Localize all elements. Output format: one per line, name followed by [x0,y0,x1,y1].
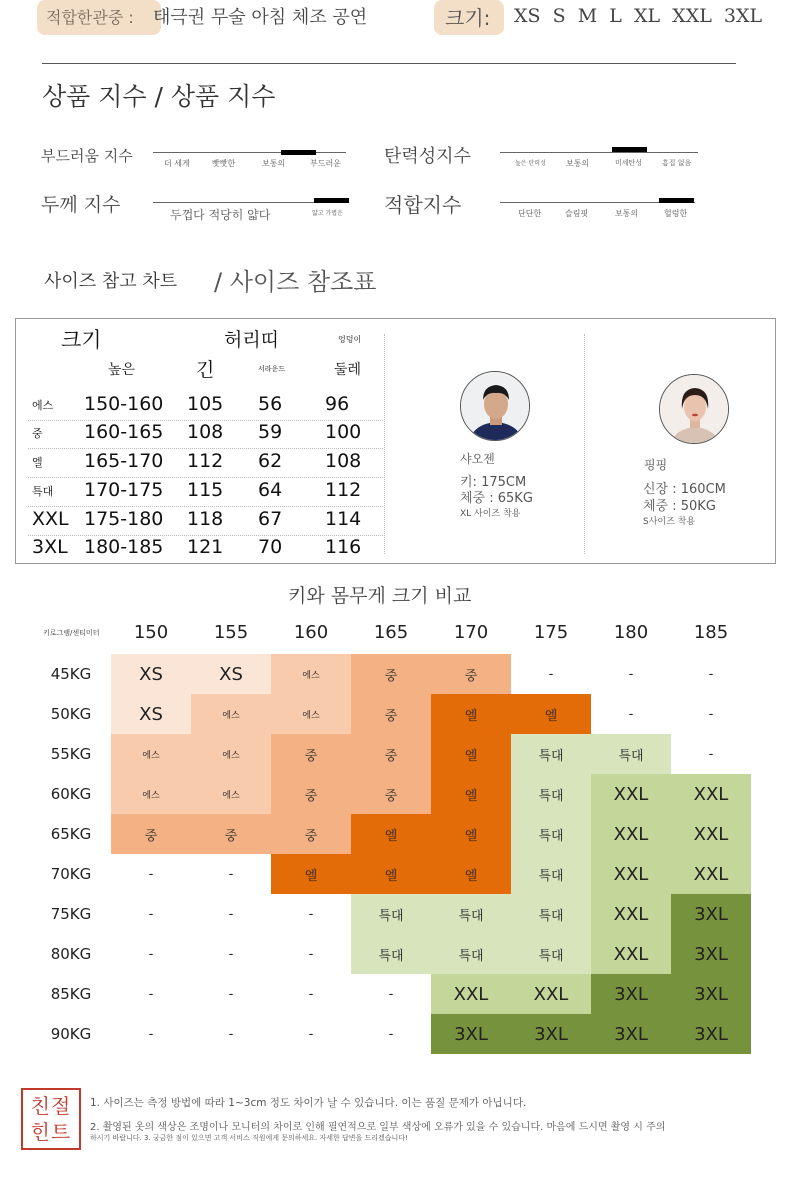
fit-label: 적합지수 [384,193,462,217]
softness-marker [281,150,316,155]
size-grid-cell: 엘 [431,734,511,774]
size-grid-cell: 에스 [111,774,191,814]
size-grid-cell: 엘 [511,694,591,734]
thickness-marker [314,198,349,203]
size-row-cell: 96 [325,393,350,415]
weight-row-header: 90KG [50,1025,92,1043]
size-grid-cell: - [228,866,234,882]
model-male-height: 키: 175CM [460,475,527,490]
size-header-belt: 허리띠 [224,329,280,351]
size-grid-cell: 엘 [351,814,431,854]
size-row-label: 엘 [32,456,43,469]
fit-marker [659,198,694,203]
size-header-height: 높은 [108,362,136,378]
size-row-label: 에스 [32,399,54,412]
softness-tick-4: 부드러운 [310,159,341,168]
size-grid-cell: - [388,986,394,1002]
weight-row-header: 45KG [50,665,92,683]
size-grid-cell: 특대 [591,734,671,774]
size-row-label: 특대 [32,485,54,498]
size-header-size: 크기 [61,328,102,352]
size-grid-cell: 에스 [191,694,271,734]
fit-tick-2: 슬림핏 [565,209,589,218]
size-row-cell: 116 [325,536,362,558]
size-grid-cell: 3XL [671,1014,751,1054]
size-header-length: 긴 [196,359,215,381]
size-chart-title-alt: / 사이즈 참조표 [214,268,377,296]
size-grid-cell: 중 [351,654,431,694]
size-chart-box [15,318,776,564]
size-grid-cell: 특대 [351,894,431,934]
size-grid-cell: XXL [431,974,511,1014]
fit-tick-4: 헐렁한 [664,209,688,218]
size-grid-cell: 특대 [511,774,591,814]
size-row-cell: 105 [187,393,224,415]
size-grid-cell: 특대 [511,934,591,974]
model-male-weight: 체중 : 65KG [460,491,533,506]
size-row-cell: 114 [325,508,362,530]
size-row-cell: 108 [325,450,362,472]
size-grid-cell: 3XL [671,894,751,934]
size-grid-cell: 특대 [351,934,431,974]
weight-row-header: 75KG [50,905,92,923]
note-line-3: 하시기 바랍니다. 3. 궁금한 점이 있으면 고객 서비스 직원에게 문의하세요. 자세한 답변을 드리겠습니다! [90,1134,408,1142]
size-grid-cell: 특대 [431,894,511,934]
size-row-cell: 150-160 [84,393,164,415]
weight-row-header: 80KG [50,945,92,963]
size-grid-cell: 3XL [591,974,671,1014]
height-col-header: 160 [293,622,329,643]
size-grid-cell: 3XL [591,1014,671,1054]
size-grid-cell: 에스 [271,654,351,694]
size-grid-cell: 에스 [191,774,271,814]
size-grid-cell: XXL [591,854,671,894]
size-grid-cell: 중 [271,774,351,814]
size-label: 크기: [445,6,491,30]
softness-tick-1: 더 세게 [164,159,190,168]
elasticity-label: 탄력성지수 [384,146,471,167]
size-grid-cell: 에스 [271,694,351,734]
size-grid-cell: XXL [591,814,671,854]
size-row-divider [28,448,383,449]
size-row-divider [28,506,383,507]
size-grid-cell: - [708,706,714,722]
height-col-header: 170 [453,622,489,643]
size-grid-cell: 3XL [431,1014,511,1054]
height-col-header: 150 [133,622,169,643]
size-grid-cell: - [148,986,154,1002]
size-chart-title: 사이즈 참고 차트 [44,271,178,292]
size-grid-cell: XXL [511,974,591,1014]
softness-tick-3: 보통의 [262,159,286,168]
thickness-label: 두께 지수 [41,194,121,216]
size-grid-cell: 특대 [511,814,591,854]
size-grid-cell: 엘 [431,854,511,894]
size-grid-cell: 엘 [351,854,431,894]
height-col-header: 155 [213,622,249,643]
weight-row-header: 60KG [50,785,92,803]
size-row-cell: 59 [258,421,283,443]
note-line-1: 1. 사이즈는 측정 방법에 따라 1~3cm 정도 차이가 날 수 있습니다. 이는 품질 문제가 아닙니다. [90,1097,527,1109]
size-grid-cell: 중 [191,814,271,854]
size-grid-cell: - [228,1026,234,1042]
size-grid-cell: XXL [591,934,671,974]
elasticity-marker [612,147,647,152]
size-grid-cell: 중 [271,814,351,854]
size-row-cell: 121 [187,536,224,558]
size-grid-cell: - [708,746,714,762]
height-col-header: 185 [693,622,729,643]
softness-tick-2: 빳빳한 [212,159,236,168]
elasticity-tick-1: 높은 탄력성 [515,160,546,167]
size-grid-cell: - [308,906,314,922]
weight-row-header: 70KG [50,865,92,883]
occasion-value: 태극권 무술 아침 체조 공연 [153,7,368,28]
size-grid-cell: 엘 [431,694,511,734]
size-grid-cell: - [228,986,234,1002]
size-row-cell: 165-170 [84,450,164,472]
size-grid-cell: - [308,946,314,962]
product-index-title: 상품 지수 / 상품 지수 [42,82,276,111]
size-grid-cell: - [548,666,554,682]
size-row-cell: 160-165 [84,421,164,443]
size-grid-cell: - [228,946,234,962]
elasticity-tick-2: 보통의 [566,159,590,168]
height-col-header: 165 [373,622,409,643]
size-row-label: 중 [32,427,43,440]
height-col-header: 180 [613,622,649,643]
model-female-height: 신장 : 160CM [643,482,726,497]
size-grid-cell: 중 [271,734,351,774]
compare-title: 키와 몸무게 크기 비교 [288,585,472,607]
size-row-cell: 108 [187,421,224,443]
thickness-tick-1: 두껍다 적당히 얇다 [170,208,271,222]
model-female-note: S사이즈 착용 [643,517,696,527]
thickness-tick-2: 얇고 가볍운 [312,210,343,217]
model-female-name: 핑핑 [644,458,668,472]
size-values: XS S M L XL XXL 3XL [514,5,763,27]
size-row-cell: 64 [258,479,283,501]
size-row-cell: 170-175 [84,479,164,501]
size-grid-cell: - [628,706,634,722]
size-grid-cell: 특대 [511,854,591,894]
size-grid-cell: - [388,1026,394,1042]
size-row-cell: 180-185 [84,536,164,558]
elasticity-track [500,152,698,153]
note-line-2: 2. 촬영된 옷의 색상은 조명이나 모니터의 차이로 인해 필연적으로 일부 색상에 오류가 있을 수 있습니다. 마음에 드시면 촬영 시 주의 [90,1122,666,1133]
size-row-cell: 112 [187,450,224,472]
size-grid-cell: 중 [431,654,511,694]
size-grid-cell: 엘 [431,814,511,854]
size-grid-cell: - [148,1026,154,1042]
compare-corner: 키로그램/센티미터 [43,629,100,637]
size-row-cell: 70 [258,536,283,558]
header-divider [42,63,736,64]
size-header-surround: 서라운드 [258,365,286,373]
size-grid-cell: 특대 [511,734,591,774]
size-grid-cell: 중 [351,694,431,734]
weight-row-header: 55KG [50,745,92,763]
size-row-divider [28,477,383,478]
weight-row-header: 65KG [50,825,92,843]
elasticity-tick-3: 미세탄성 [615,159,643,167]
size-chart-vdivider [384,334,385,554]
occasion-label: 적합한관중 : [46,8,134,27]
size-header-circumference: 둘레 [334,362,362,378]
model-vdivider [584,334,585,554]
model-male-avatar [460,371,530,441]
softness-label: 부드러움 지수 [41,147,133,165]
size-header-hip: 엉덩이 [338,335,362,344]
size-grid-cell: 특대 [511,894,591,934]
size-grid-cell: 특대 [431,934,511,974]
size-grid-cell: - [708,666,714,682]
size-row-cell: 56 [258,393,283,415]
model-male-note: XL 사이즈 착용 [460,509,521,519]
height-col-header: 175 [533,622,569,643]
size-grid-cell: 3XL [671,974,751,1014]
size-row-cell: 118 [187,508,224,530]
weight-row-header: 50KG [50,705,92,723]
size-grid-cell: 중 [351,774,431,814]
size-grid-cell: XXL [671,814,751,854]
size-grid-cell: 엘 [271,854,351,894]
size-grid-cell: 중 [351,734,431,774]
size-grid-cell: 3XL [671,934,751,974]
size-row-cell: 112 [325,479,362,501]
size-row-cell: 67 [258,508,283,530]
size-grid-cell: - [228,906,234,922]
size-grid-cell: XS [111,694,191,734]
size-grid-cell: XXL [671,774,751,814]
size-row-cell: 175-180 [84,508,164,530]
size-grid-cell: - [308,986,314,1002]
size-grid-cell: XXL [591,774,671,814]
fit-tick-1: 단단한 [518,209,542,218]
size-grid-cell: - [148,866,154,882]
model-female-weight: 체중 : 50KG [643,499,716,514]
model-male-name: 샤오젠 [460,452,495,466]
softness-track [153,152,346,153]
size-grid-cell: 에스 [191,734,271,774]
size-row-label: XXL [32,508,69,530]
size-grid-cell: - [148,906,154,922]
size-row-cell: 62 [258,450,283,472]
size-grid-cell: 에스 [111,734,191,774]
size-grid-cell: XXL [671,854,751,894]
size-grid-cell: 3XL [511,1014,591,1054]
weight-row-header: 85KG [50,985,92,1003]
elasticity-tick-4: 흠집 없음 [662,159,692,167]
fit-tick-3: 보통의 [615,209,639,218]
size-grid-cell: - [308,1026,314,1042]
model-female-avatar [659,374,729,444]
size-grid-cell: 중 [111,814,191,854]
size-grid-cell: XS [191,654,271,694]
notice-stamp: 친절 힌트 [21,1088,81,1150]
size-row-label: 3XL [32,536,68,558]
size-grid-cell: 엘 [431,774,511,814]
size-grid-cell: - [628,666,634,682]
size-grid-cell: XXL [591,894,671,934]
size-grid-cell: XS [111,654,191,694]
size-row-cell: 115 [187,479,224,501]
size-row-cell: 100 [325,421,362,443]
size-grid-cell: - [148,946,154,962]
